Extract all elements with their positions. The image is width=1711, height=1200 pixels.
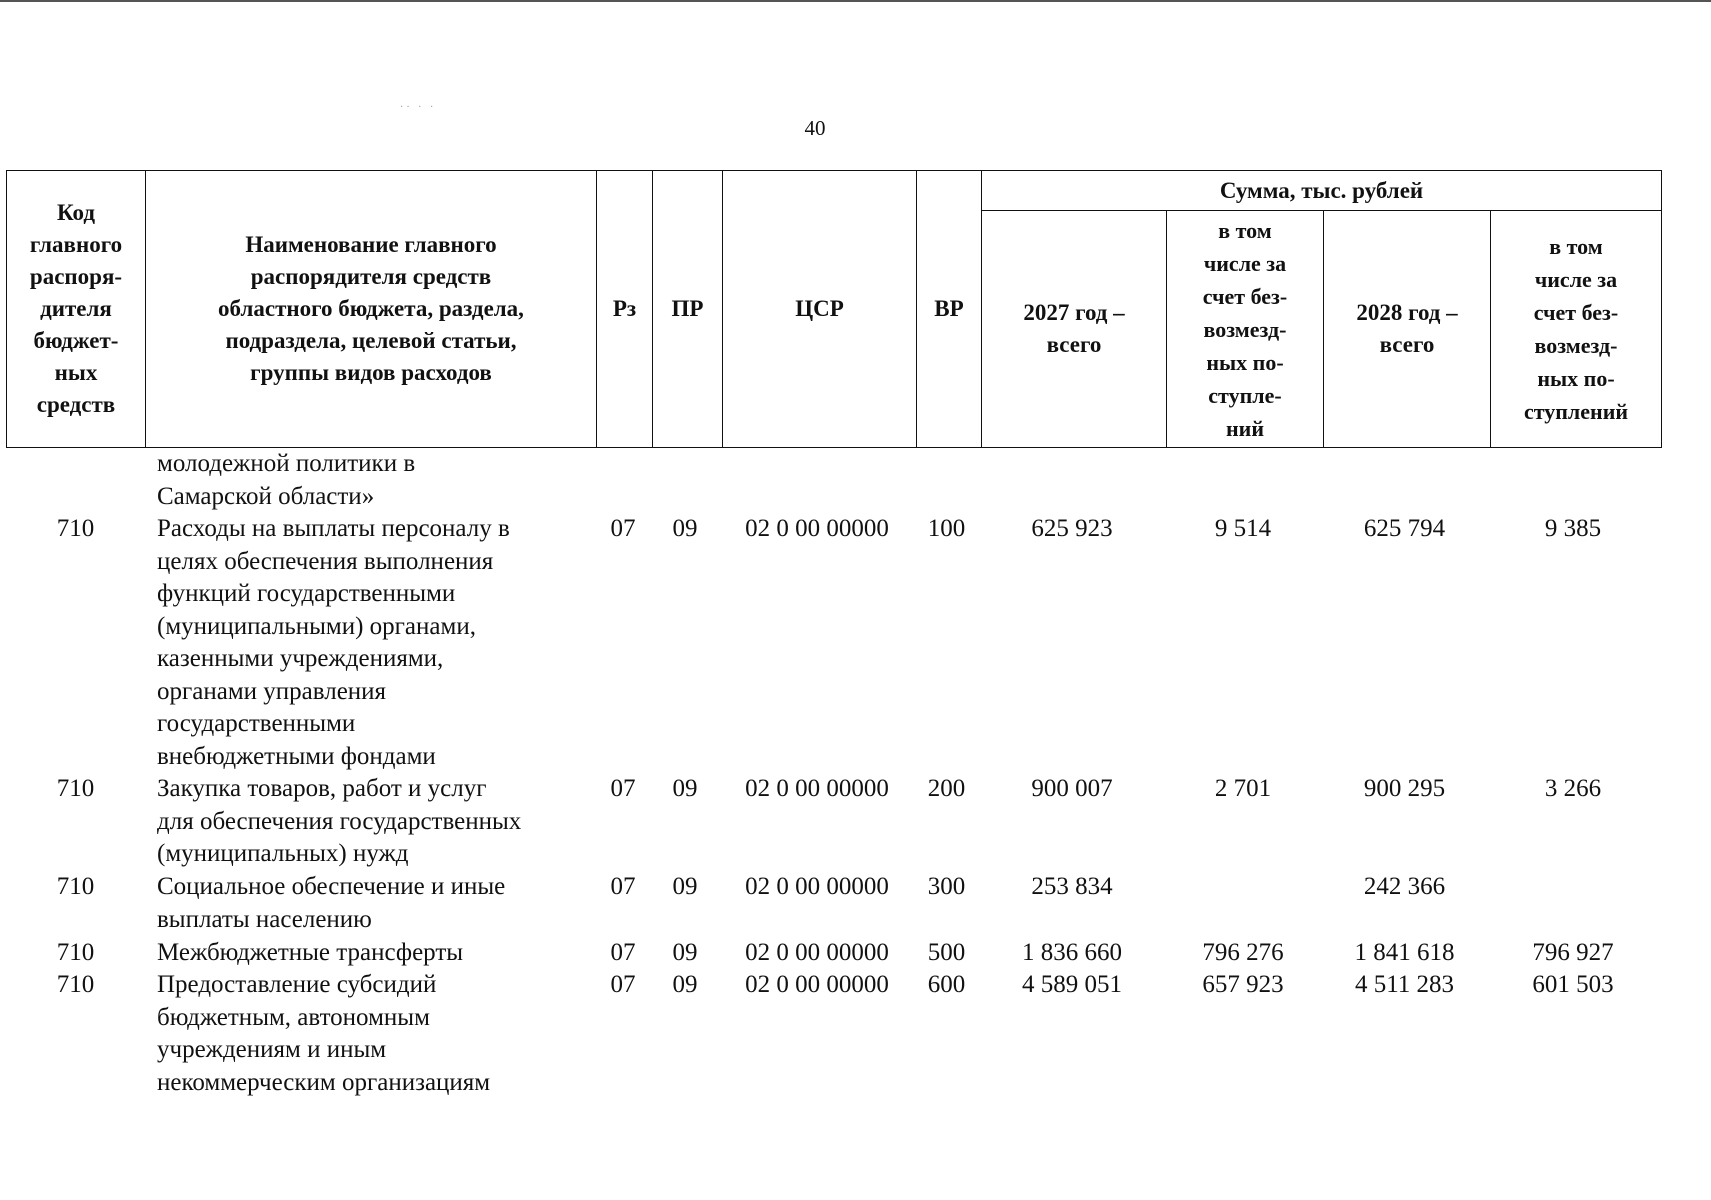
scan-top-edge <box>0 0 1711 2</box>
header-vr: ВР <box>917 171 982 448</box>
cell-vr: 200 <box>927 775 966 802</box>
cell-pr: 09 <box>672 775 698 802</box>
cell-pr: 09 <box>672 873 698 900</box>
cell-pr: 09 <box>672 515 698 542</box>
table-header <box>6 170 1662 448</box>
cell-free-2027: 657 923 <box>1202 971 1284 998</box>
cell-rz: 07 <box>610 775 636 802</box>
cell-name: Предоставление субсидий бюджетным, автономным учреждениям и иным некоммерческим организациям <box>157 971 491 1096</box>
cell-vr: 300 <box>927 873 966 900</box>
cell-free-2027: 796 276 <box>1202 939 1284 966</box>
page-number: 40 <box>804 116 826 140</box>
cell-total-2027: 4 589 051 <box>1022 971 1122 998</box>
cell-csr: 02 0 00 00000 <box>745 515 889 542</box>
header-sum-title: Сумма, тыс. рублей <box>982 171 1662 211</box>
cell-code: 710 <box>56 775 95 802</box>
cell-vr: 500 <box>927 939 966 966</box>
cell-vr: 100 <box>927 515 966 542</box>
cell-total-2028: 1 841 618 <box>1354 939 1455 966</box>
cell-total-2027: 253 834 <box>1031 873 1113 900</box>
cell-free-2028: 796 927 <box>1532 939 1614 966</box>
cell-rz: 07 <box>610 515 636 542</box>
cell-free-2028: 9 385 <box>1544 515 1602 542</box>
cell-total-2028: 242 366 <box>1363 873 1446 900</box>
cell-csr: 02 0 00 00000 <box>745 775 889 802</box>
header-rz: Рз <box>597 171 653 448</box>
cell-rz: 07 <box>610 873 636 900</box>
cell-code: 710 <box>56 873 95 900</box>
cell-total-2027: 625 923 <box>1031 515 1113 542</box>
cell-free-2027: 9 514 <box>1214 515 1272 542</box>
header-pr: ПР <box>653 171 723 448</box>
cell-csr: 02 0 00 00000 <box>745 873 889 900</box>
cell-total-2028: 900 295 <box>1363 775 1446 802</box>
cell-free-2028: 601 503 <box>1532 971 1614 998</box>
cell-total-2027: 1 836 660 <box>1022 939 1122 966</box>
cell-vr: 600 <box>927 971 966 998</box>
header-name: Наименование главного распорядителя средств областного бюджета, раздела, подраздела, целевой статьи, группы видов расходов <box>146 171 597 448</box>
cell-csr: 02 0 00 00000 <box>745 971 889 998</box>
continuation-text: молодежной политики в Самарской области» <box>157 450 416 510</box>
cell-name: Социальное обеспечение и иные выплаты населению <box>157 873 506 933</box>
cell-total-2028: 4 511 283 <box>1354 971 1455 998</box>
header-2027-free: в том числе за счет без- возмезд- ных по- ступле- ний <box>1167 211 1324 448</box>
cell-total-2028: 625 794 <box>1363 515 1446 542</box>
cell-name: Межбюджетные трансферты <box>157 939 464 966</box>
cell-name: Закупка товаров, работ и услуг для обеспечения государственных (муниципальных) нужд <box>157 775 522 867</box>
cell-code: 710 <box>56 515 95 542</box>
cell-free-2028: 3 266 <box>1544 775 1602 802</box>
scan-specks: ·· · · <box>400 102 437 113</box>
cell-code: 710 <box>56 971 95 998</box>
cell-name: Расходы на выплаты персоналу в целях обеспечения выполнения функций государственными (муниципальными) органами, казенными учреждениями, органами управления государственными внебюджетными фондами <box>157 515 510 770</box>
cell-code: 710 <box>56 939 95 966</box>
header-2028-total: 2028 год – всего <box>1324 211 1491 448</box>
cell-rz: 07 <box>610 939 636 966</box>
cell-pr: 09 <box>672 971 698 998</box>
cell-pr: 09 <box>672 939 698 966</box>
header-2027-total: 2027 год – всего <box>982 211 1167 448</box>
cell-csr: 02 0 00 00000 <box>745 939 889 966</box>
cell-total-2027: 900 007 <box>1031 775 1113 802</box>
cell-free-2027: 2 701 <box>1214 775 1272 802</box>
header-code: Код главного распоря- дителя бюджет- ных средств <box>7 171 146 448</box>
header-csr: ЦСР <box>723 171 917 448</box>
header-2028-free: в том числе за счет без- возмезд- ных по- ступлений <box>1491 211 1662 448</box>
cell-rz: 07 <box>610 971 636 998</box>
